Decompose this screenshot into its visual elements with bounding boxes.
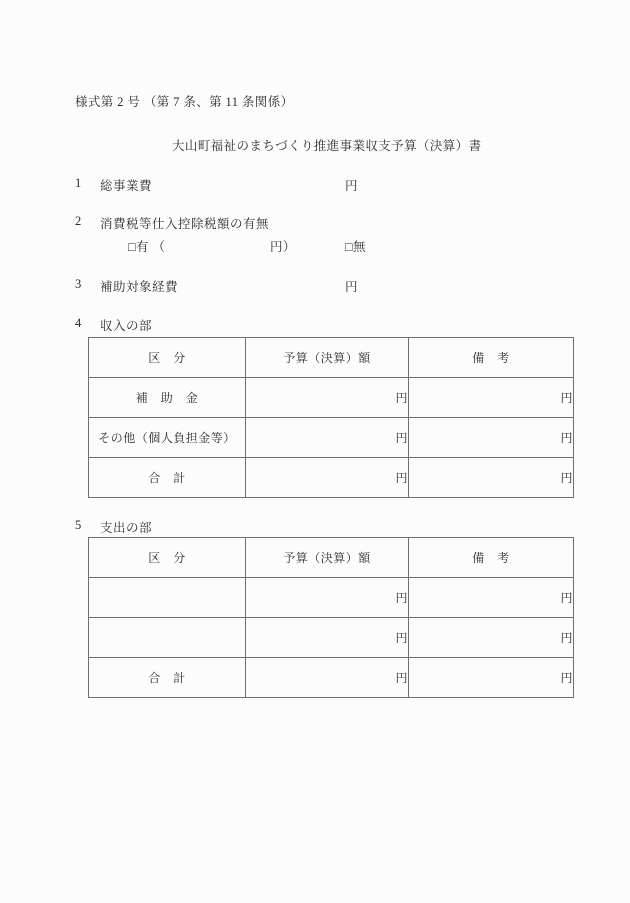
income-row-1-kubun: その他（個人負担金等） (89, 418, 246, 458)
expense-row-2-kubun: 合 計 (89, 658, 246, 698)
income-row-2-amount[interactable]: 円 (246, 458, 409, 498)
expense-header-kubun: 区 分 (89, 538, 246, 578)
item-2-number: 2 (75, 214, 82, 228)
expense-header-note: 備 考 (409, 538, 574, 578)
checkbox-none[interactable]: □無 (345, 240, 366, 254)
income-row-2-kubun: 合 計 (89, 458, 246, 498)
checkbox-have[interactable]: □有 （ (128, 240, 166, 254)
item-4-number: 4 (75, 316, 82, 330)
item-4-label: 収入の部 (100, 319, 153, 333)
income-row-1-note[interactable]: 円 (409, 418, 574, 458)
item-5-number: 5 (75, 518, 82, 532)
item-1-unit: 円 (345, 179, 358, 193)
income-row-0-kubun: 補 助 金 (89, 378, 246, 418)
expense-header-amount: 予算（決算）額 (246, 538, 409, 578)
expense-row-0-note[interactable]: 円 (409, 578, 574, 618)
table-row (89, 618, 574, 658)
income-header-note: 備 考 (409, 338, 574, 378)
item-3-number: 3 (75, 277, 82, 291)
item-3-unit: 円 (345, 280, 358, 294)
item-5-label: 支出の部 (100, 521, 153, 535)
item-1-number: 1 (75, 176, 82, 190)
expense-table (88, 537, 574, 698)
income-row-0-amount[interactable]: 円 (246, 378, 409, 418)
table-row (89, 418, 574, 458)
expense-table-header-row (89, 538, 574, 578)
expense-row-2-note[interactable]: 円 (409, 658, 574, 698)
expense-row-1-amount[interactable]: 円 (246, 618, 409, 658)
income-table (88, 337, 574, 498)
income-row-0-note[interactable]: 円 (409, 378, 574, 418)
income-table-header-row (89, 338, 574, 378)
expense-row-2-amount[interactable]: 円 (246, 658, 409, 698)
item-2-label: 消費税等仕入控除税額の有無 (100, 217, 270, 231)
document-title: 大山町福祉のまちづくり推進事業収支予算（決算）書 (172, 139, 482, 153)
expense-row-0-amount[interactable]: 円 (246, 578, 409, 618)
income-header-kubun: 区 分 (89, 338, 246, 378)
table-row (89, 578, 574, 618)
item-3-label: 補助対象経費 (100, 280, 179, 294)
expense-row-1-note[interactable]: 円 (409, 618, 574, 658)
form-number: 様式第 2 号 （第 7 条、第 11 条関係） (75, 95, 294, 109)
table-row (89, 458, 574, 498)
expense-row-0-kubun[interactable] (89, 578, 246, 618)
expense-row-1-kubun[interactable] (89, 618, 246, 658)
income-header-amount: 予算（決算）額 (246, 338, 409, 378)
table-row (89, 378, 574, 418)
table-row (89, 658, 574, 698)
checkbox-have-unit: 円） (270, 240, 296, 254)
income-row-2-note[interactable]: 円 (409, 458, 574, 498)
income-row-1-amount[interactable]: 円 (246, 418, 409, 458)
item-1-label: 総事業費 (100, 179, 153, 193)
